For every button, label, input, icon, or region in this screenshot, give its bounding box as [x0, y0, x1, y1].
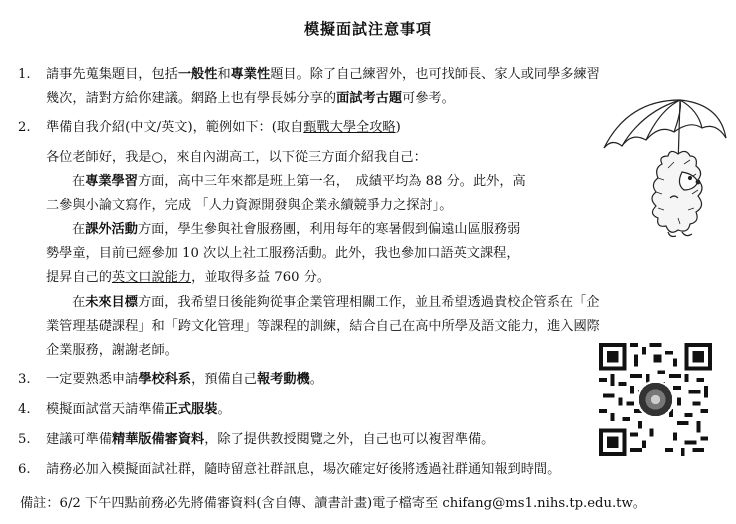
item-1-line-2: 幾次，請對方給你建議。網路上也有學長姊分享的面試考古題可參考。 — [46, 91, 455, 106]
item-6-number: 6. — [18, 462, 31, 477]
item-1-number: 1. — [18, 67, 31, 82]
para-2-line-2: 勢學童，目前已經參加 10 次以上社工服務活動。此外，我也參加口語英文課程， — [46, 246, 520, 261]
item-3-text: 一定要熟悉申請學校科系，預備自己報考動機。 — [46, 372, 323, 387]
para-3-line-3: 企業服務，謝謝老師。 — [46, 343, 178, 358]
item-2-number: 2. — [18, 120, 31, 135]
item-3-number: 3. — [18, 372, 31, 387]
footer-note: 備註：6/2 下午四點前務必先將備審資料(含自傳、讀書計畫)電子檔寄至 chifang@ms1.nihs.tp.edu.tw。 — [20, 496, 646, 511]
para-1-line-1: 在專業學習方面，高中三年來都是班上第一名， 成績平均為 88 分。此外，高 — [72, 174, 526, 189]
page-title: 模擬面試注意事項 — [303, 20, 432, 38]
hedgehog-umbrella-icon — [598, 98, 728, 288]
item-6-text: 請務必加入模擬面試社群，隨時留意社群訊息，場次確定好後將透過社群通知報到時間。 — [46, 462, 561, 477]
qr-code-icon[interactable] — [599, 343, 712, 456]
item-1-line-1: 請事先蒐集題目，包括一般性和專業性題目。除了自己練習外，也可找師長、家人或同學多練習 — [46, 67, 600, 82]
para-3-line-2: 業管理基礎課程」和「跨文化管理」等課程的訓練，結合自己在高中所學及語文能力，進入國際 — [46, 319, 600, 334]
para-2-line-1: 在課外活動方面，學生參與社會服務團，利用每年的寒暑假到偏遠山區服務弱 — [72, 222, 521, 237]
source-link[interactable]: 甄戰大學全攻略 — [303, 120, 396, 135]
item-2-heading: 準備自我介紹(中文/英文)，範例如下：(取自甄戰大學全攻略) — [46, 120, 401, 135]
para-1-line-2: 二參與小論文寫作，完成 「人力資源開發與企業永續競爭力之探討」。 — [46, 198, 453, 213]
item-4-number: 4. — [18, 402, 31, 417]
para-2-line-3: 提昇自己的英文口說能力，並取得多益 760 分。 — [46, 270, 331, 285]
para-3-line-1: 在未來目標方面，我希望日後能夠從事企業管理相關工作，並且希望透過貴校企管系在「企 — [72, 295, 600, 310]
item-4-text: 模擬面試當天請準備正式服裝。 — [46, 402, 231, 417]
item-5-number: 5. — [18, 432, 31, 447]
greeting-line: 各位老師好，我是○，來自內湖高工，以下從三方面介紹我自己： — [46, 150, 427, 165]
item-5-text: 建議可準備精華版備審資料，除了提供教授閱覽之外，自己也可以複習準備。 — [46, 432, 495, 447]
